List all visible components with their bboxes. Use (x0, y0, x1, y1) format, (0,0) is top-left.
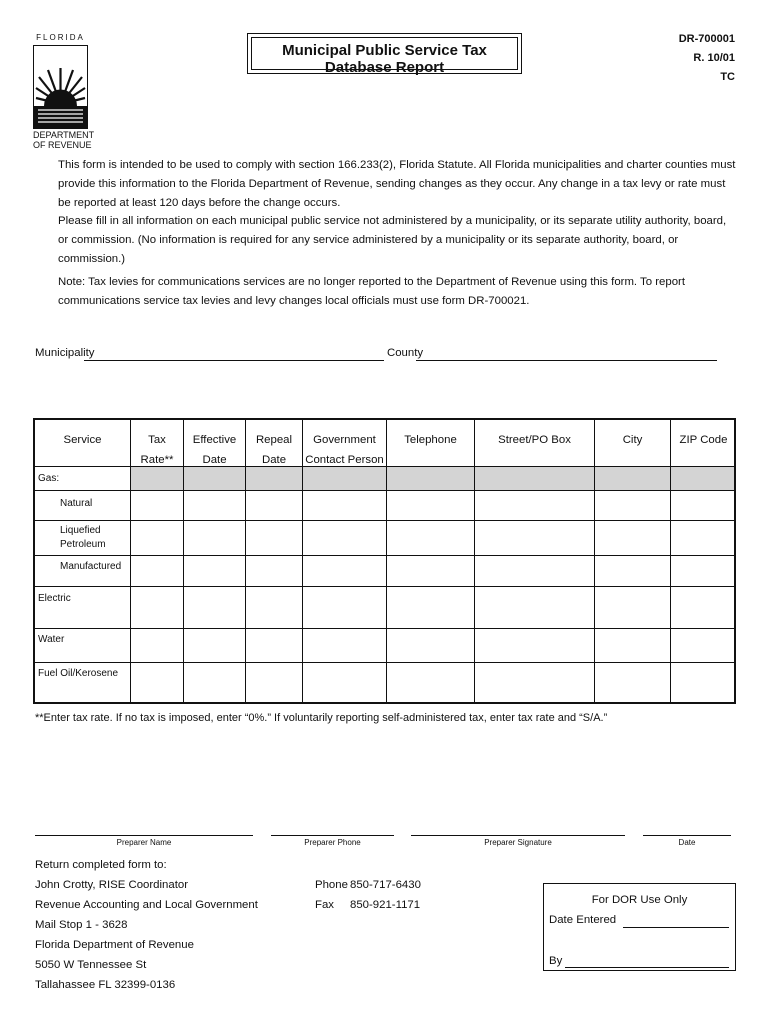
phone-label: Phone (315, 879, 348, 891)
header-telephone: Telephone (404, 434, 457, 446)
return-address (35, 855, 258, 995)
row-electric: Electric (38, 593, 71, 604)
municipality-field[interactable] (84, 360, 384, 361)
row-fuel-oil: Fuel Oil/Kerosene (38, 668, 119, 679)
tax-rate-footnote: **Enter tax rate. If no tax is imposed, enter “0%.” If voluntarily reporting self-administered tax, enter tax rate and “S/A.” (35, 712, 608, 724)
municipality-label: Municipality (35, 347, 95, 359)
date-field[interactable] (643, 835, 731, 836)
intro-paragraph-2: Please fill in all information on each municipal public service not administered by a municipality, or its separate utility authority, board, or commission. (No information is required for any service administered by a municipality or its separate authority, board, or commission.) (58, 215, 727, 265)
county-label: County (387, 347, 424, 359)
form-number-block (679, 30, 735, 87)
address-line: Revenue Accounting and Local Government (35, 899, 258, 911)
address-line: Mail Stop 1 - 3628 (35, 919, 128, 931)
preparer-signature-caption: Preparer Signature (484, 838, 552, 847)
header-government-contact: Government Contact Person (305, 434, 384, 466)
page-title: Municipal Public Service Tax Database Report (282, 42, 487, 76)
preparer-name-field[interactable] (35, 835, 253, 836)
logo-department: DEPARTMENT OF REVENUE (33, 130, 95, 150)
row-gas: Gas: (38, 473, 60, 484)
row-liquefied-petroleum: Liquefied Petroleum (60, 525, 106, 550)
header-repeal-date: Repeal Date (255, 434, 293, 466)
dor-logo (33, 30, 95, 150)
address-line: Florida Department of Revenue (35, 939, 194, 951)
preparer-signature-field[interactable] (411, 835, 625, 836)
return-heading: Return completed form to: (35, 859, 167, 871)
address-line: 5050 W Tennessee St (35, 959, 147, 971)
by-label: By (549, 955, 563, 967)
row-manufactured: Manufactured (60, 561, 122, 572)
intro-paragraph-3: Note: Tax levies for communications services are no longer reported to the Department of Revenue using this form. To report communications service tax levies and levy changes local officials must use form DR-700021. (58, 276, 686, 307)
header-effective-date: Effective Date (192, 434, 237, 466)
header-tax-rate: Tax Rate** (140, 434, 174, 466)
date-caption: Date (678, 838, 696, 847)
service-table (33, 418, 736, 704)
form-revision: R. 10/01 (693, 52, 735, 64)
date-entered-label: Date Entered (549, 914, 617, 926)
form-number: DR-700001 (678, 33, 735, 45)
logo-state: FLORIDA (36, 33, 85, 42)
fax-number: 850-921-1171 (350, 899, 421, 911)
header-service: Service (63, 434, 102, 446)
by-field[interactable] (565, 967, 729, 968)
date-entered-field[interactable] (623, 927, 729, 928)
dor-box-title: For DOR Use Only (591, 894, 688, 906)
row-natural: Natural (60, 498, 93, 509)
sunburst-icon (33, 45, 88, 129)
preparer-phone-caption: Preparer Phone (304, 838, 361, 847)
form-code: TC (720, 71, 735, 83)
header-city: City (622, 434, 643, 446)
title-box (247, 33, 522, 74)
header-zip: ZIP Code (679, 434, 728, 446)
fax-label: Fax (315, 899, 334, 911)
gas-shaded-row (131, 467, 734, 490)
preparer-name-caption: Preparer Name (116, 838, 172, 847)
county-field[interactable] (416, 360, 717, 361)
dor-use-box (543, 883, 736, 971)
address-line: Tallahassee FL 32399-0136 (35, 979, 176, 991)
phone-number: 850-717-6430 (350, 879, 421, 891)
row-water: Water (38, 634, 65, 645)
address-line: John Crotty, RISE Coordinator (35, 879, 188, 891)
header-street: Street/PO Box (498, 434, 571, 446)
intro-paragraph-1: This form is intended to be used to comply with section 166.233(2), Florida Statute. All Florida municipalities and charter counties must provide this information to the Florida Department of Revenue, sending changes as they occur. Any change in a tax levy or rate must be reported at least 120 days before the change occurs. (58, 159, 736, 209)
preparer-phone-field[interactable] (271, 835, 394, 836)
